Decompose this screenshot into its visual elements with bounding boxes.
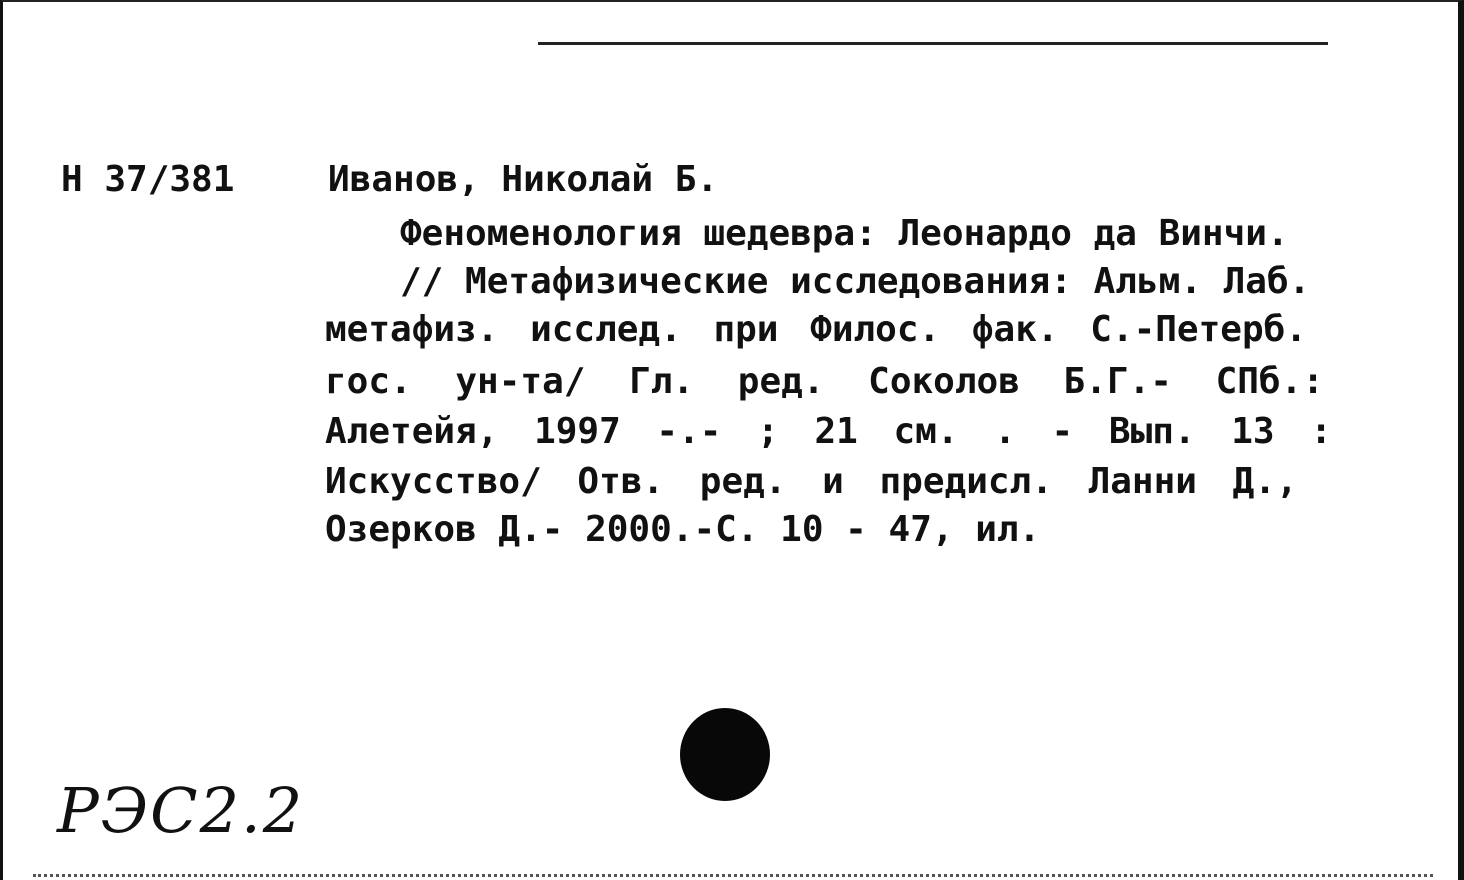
description-line: Искусство/ Отв. ред. и предисл. Ланни Д., — [325, 461, 1298, 502]
description-line: гос. ун-та/ Гл. ред. Соколов Б.Г.- СПб.: — [325, 361, 1324, 402]
description-line: // Метафизические исследования: Альм. Лаб. — [400, 261, 1311, 302]
description-line: Озерков Д.- 2000.-С. 10 - 47, ил. — [325, 509, 1041, 550]
top-rule — [538, 42, 1328, 45]
bottom-edge — [33, 874, 1433, 877]
call-number: Н 37/381 — [61, 159, 235, 200]
title-line: Феноменология шедевра: Леонардо да Винчи. — [400, 213, 1289, 254]
handwritten-shelfmark: РЭС2.2 — [57, 774, 305, 847]
description-line: метафиз. исслед. при Филос. фак. С.-Петерб. — [325, 309, 1307, 350]
punch-hole — [680, 708, 770, 801]
author-heading: Иванов, Николай Б. — [328, 159, 719, 200]
description-line: Алетейя, 1997 -.- ; 21 см. . - Вып. 13 : — [325, 411, 1332, 452]
